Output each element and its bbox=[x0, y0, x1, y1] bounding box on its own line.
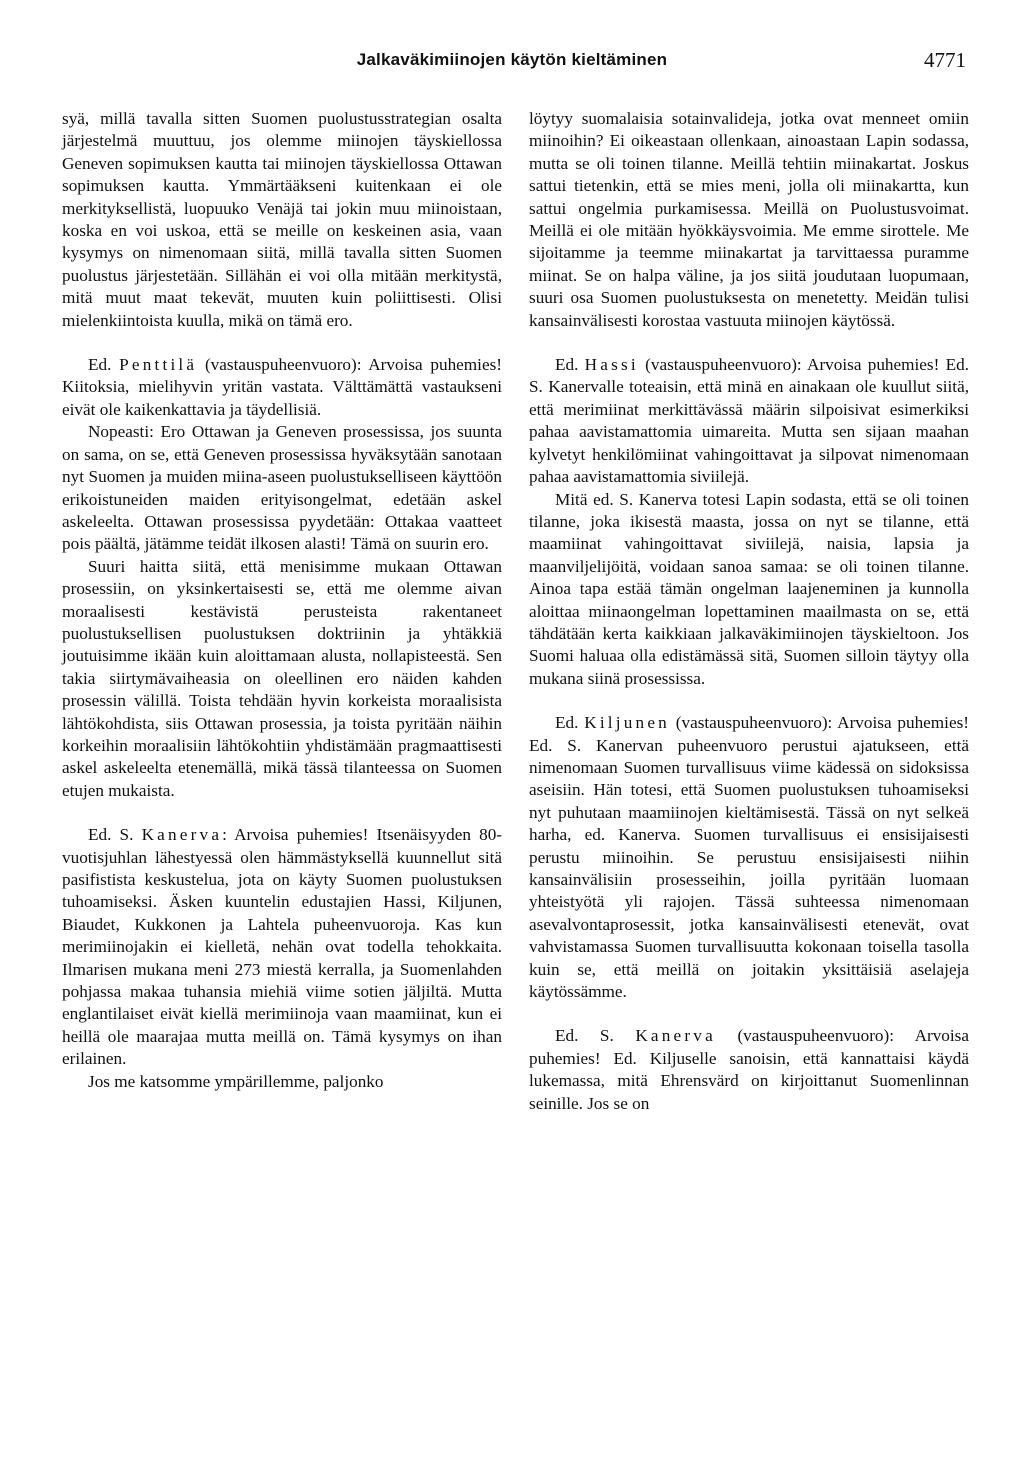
speech-kiljunen bbox=[529, 712, 969, 1003]
speech-text: : Arvoisa puhemies! Itsenäisyyden 80-vuotisjuhlan lähestyessä olen hämmästyksellä kuunnellut sitä pasifistista keskustelua, jota on käyty Suomen puolustuksen tuhoamiseksi. Äsken kuuntelin edustajien Hassi, Kiljunen, Biaudet, Kukkonen ja Lahtela puheenvuoroja. Kas kun merimiinojakin ei kielletä, nehän ovat todella tehokkaita. Ilmarisen mukana meni 273 miestä kerralla, ja Suomenlahden pohjassa makaa tuhansia miehiä viime sotien jäljiltä. Mutta englantilaiset eivät kiellä merimiinoja vaan maamiinat, kun ei heillä ole maarajaa mutta meillä on. Tämä kysymys on ihan erilainen. bbox=[62, 825, 503, 1069]
speech-hassi bbox=[529, 354, 969, 488]
paragraph: löytyy suomalaisia sotainvalideja, jotka ovat menneet omiin miinoihin? Ei oikeastaan ollenkaan, ainoastaan Lapin sodassa, mutta se oli toinen tilanne. Meillä tehtiin miinakartat. Joskus sattui tietenkin, että se mies meni, jolla oli miinakartta, kun sattui ongelmia purkamisessa. Meillä on Puolustusvoimat. Meillä ei ole mitään hyökkäysvoimia. Me emme sirottele. Me sijoitamme ja teemme miinakartat ja tarvittaessa puramme miinat. Se on halpa väline, ja jos siitä joudutaan luopumaan, suuri osa Suomen puolustuksesta on menetetty. Meidän tulisi kansainvälisesti korostaa vastuuta miinojen käytössä. bbox=[529, 109, 969, 330]
speaker-name: Kanerva bbox=[635, 1026, 716, 1046]
speaker-prefix: Ed. bbox=[555, 713, 579, 733]
speaker-name: Kiljunen bbox=[584, 713, 670, 733]
page-number: 4771 bbox=[924, 48, 966, 72]
paragraph: Nopeasti: Ero Ottawan ja Geneven prosessissa, jos suunta on sama, on se, että Geneven prosessissa hyväksytään sanotaan nyt Suomen ja muiden miina-aseen puolustukselliseen käyttöön erikoistuneiden maiden erityisongelmat, edetään askel askeleelta. Ottawan prosessissa pyydetään: Ottakaa vaatteet pois päältä, jätämme teidät ilkosen alasti! Tämä on suurin ero. bbox=[62, 422, 502, 554]
speech-text: (vastauspuheenvuoro): Arvoisa puhemies! Ed. S. Kanervalle toteaisin, että minä en ainakaan ole kuullut siitä, että merimiinat merkittävässä määrin silpoisivat esimerkiksi pahaa aavistamattomia uimareita. Mutta sen sijaan maahan kylvetyt henkilömiinat vahingoittavat ja silpovat nimenomaan pahaa aavistamattomia siviilejä. bbox=[529, 355, 969, 487]
speaker-name: Kanerva bbox=[141, 825, 223, 845]
speaker-name: Penttilä bbox=[119, 355, 198, 375]
speaker-prefix: Ed. S. bbox=[555, 1026, 614, 1046]
speech-kanerva bbox=[62, 824, 502, 1070]
speech-text: (vastauspuheenvuoro): Arvoisa puhemies! Ed. Kiljuselle sanoisin, että kannattaisi käydä lukemassa, mitä Ehrensvärd on kirjoittanut Suomenlinnan seinille. Jos se on bbox=[529, 1026, 969, 1113]
left-column bbox=[62, 108, 502, 1093]
speaker-prefix: Ed. bbox=[555, 355, 579, 375]
speaker-prefix: Ed. bbox=[88, 355, 112, 375]
speech-text: (vastauspuheenvuoro): Arvoisa puhemies! Kiitoksia, mielihyvin yritän vastata. Välttämättä vastaukseni eivät ole kaikenkattavia ja täydellisiä. bbox=[62, 355, 502, 419]
running-title: Jalkaväkimiinojen käytön kieltäminen bbox=[356, 50, 668, 69]
speaker-prefix: Ed. S. bbox=[88, 825, 134, 845]
speech-text: (vastauspuheenvuoro): Arvoisa puhemies! Ed. S. Kanervan puheenvuoro perustui ajatukseen, että nimenomaan Suomen turvallisuus viime kädessä on sidoksissa aseisiin. Hän totesi, että Suomen puolustuksen tuhoamiseksi nyt puhutaan maamiinojen kieltämisestä. Tässä on nyt selkeä harha, ed. Kanerva. Suomen turvallisuus ei ensisijaisesti perustu miinoihin. Se perustuu ensisijaisesti niihin kansainvälisiin prosesseihin, joilla pyritään luomaan yhteistyötä yli rajojen. Tässä suhteessa nimenomaan asevalvontaprosessit, jotka kansainvälisesti etenevät, ovat vahvistamassa Suomen turvallisuutta kokonaan toisella tasolla kuin se, että meillä on joitakin yksittäisiä aselajeja käytössämme. bbox=[529, 713, 969, 1002]
speech-penttila bbox=[62, 354, 502, 421]
speech-kanerva-reply bbox=[529, 1025, 969, 1115]
right-column bbox=[529, 108, 969, 1115]
speaker-name: Hassi bbox=[584, 355, 639, 375]
paragraph: Mitä ed. S. Kanerva totesi Lapin sodasta, että se oli toinen tilanne, joka ikisestä maasta, jossa on nyt se tilanne, että maamiinat vahingoittavat siviilejä, naisia, lapsia ja maanviljelijöitä, voidaan sanoa samaa: se oli toinen tilanne. Ainoa tapa estää tämän ongelman laajeneminen ja kunnolla aloittaa miinaongelman lopettaminen maailmasta on se, että tähdätään kerta kaikkiaan jalkaväkimiinojen täyskieltoon. Jos Suomi haluaa olla edistämässä sitä, Suomen silloin täytyy olla mukana siinä prosessissa. bbox=[529, 489, 969, 688]
paragraph: Jos me katsomme ympärillemme, paljonko bbox=[88, 1071, 384, 1091]
paragraph: Suuri haitta siitä, että menisimme mukaan Ottawan prosessiin, on yksinkertaisesti se, että me olemme aivan moraalisesti kestävistä perusteista rakentaneet puolustuksellisen puolustuksen doktriinin ja yhtäkkiä joutuisimme ikään kuin aloittamaan alusta, nollapisteestä. Sen takia siirtymävaiheasia on oleellinen ero näiden kahden prosessin välillä. Toista tehdään hyvin korkeista moraalisista lähtökohdista, siis Ottawan prosessia, ja toista pyritään näihin korkeihin moraalisiin lähtökohtiin yhdistämään pragmaattisesti askel askeleelta etenemällä, mikä tässä tilanteessa on Suomen etujen mukaista. bbox=[62, 556, 502, 800]
paragraph: syä, millä tavalla sitten Suomen puolustusstrategian osalta järjestelmä muuttuu, jos olemme miinojen täyskiellossa Geneven sopimuksen kautta tai miinojen täyskiellossa Ottawan sopimuksen kautta. Ymmärtääkseni kuitenkaan ei ole merkityksellistä, luopuuko Venäjä tai jokin muu miinoistaan, koska en voi uskoa, että se meille on keskeinen asia, vaan kysymys on nimenomaan siitä, millä tavalla sitten Suomen puolustus järjestetään. Sillähän ei voi olla mitään merkitystä, mitä muut maat tekevät, muuten kuin poliittisesti. Olisi mielenkiintoista kuulla, mikä on tämä ero. bbox=[62, 109, 502, 330]
